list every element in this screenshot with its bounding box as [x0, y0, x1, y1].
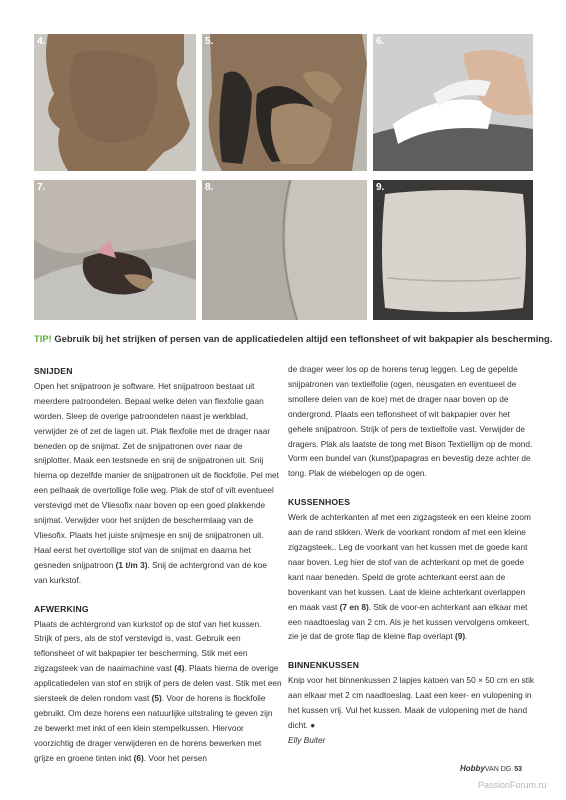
right-column [288, 362, 536, 748]
paragraph-snijden: Open het snijpatroon je software. Het snijpatroon bestaat uit meerdere patroondelen. Bepaal welke delen van flexfolie gaan worden. Sleep de overige patroondelen naast je werkblad, verwijder ze of zet de lagen uit. Plak flexfolie met de drager naar beneden op de snijmat. Zet de snijpatronen over naar de snijplotter. Maak een testsnede en snij de snijpatronen uit. Snij hierna op dezelfde manier de snijpatronen uit de flockfolie. Pel met een pelhaak de overtollige folie weg. Plak de stof of vilt eventueel verstevigd met de Vliesofix naar boven op een goed plakkende snijmat. Verwijder voor het snijden de beschermlaag van de Vliesofix. Plaats het juiste snijmesje en snij de snijpatronen uit. Haal eerst het overtollige stof van de snijmat en daarna het gesneden snijpatroon (1 t/m 3). Snij de achtergrond van de koe van kurkstof. [34, 380, 279, 585]
page-number: 53 [514, 766, 523, 773]
photo-step-6 [373, 34, 533, 171]
overlapping-flaps-image [202, 180, 367, 320]
magazine-brand-suffix: VAN DG [484, 766, 512, 773]
page-footer [460, 764, 560, 778]
photo-step-4 [34, 34, 196, 171]
paragraph-continuation: de drager weer los op de horens terug leggen. Leg de gepelde snijpatronen van textielfolie (ogen, neusgaten en eventueel de smollere delen van de koe) met de drager naar boven op de ondergrond. Plaats een teflonsheet of wit bakpapier over het gehele snijpatroon. Strijk of pers de textielfolie vast. Verwijder de dragers. Plak als laatste de tong met Bison Textiellijm op de mond. Vorm een bundel van (kunst)papagras en bevestig deze achter de tong. Plak de wiebelogen op de ogen. [288, 364, 533, 479]
applique-pieces-image [202, 34, 367, 171]
photo-step-5 [202, 34, 367, 171]
photo-number: 4. [37, 36, 46, 47]
photo-number: 7. [37, 182, 46, 193]
photo-step-7 [34, 180, 196, 320]
photo-step-9 [373, 180, 533, 320]
heading-snijden: SNIJDEN [34, 366, 73, 376]
cork-background-image [34, 34, 196, 171]
cushion-applique-image [34, 180, 196, 320]
photo-number: 9. [376, 182, 385, 193]
cushion-back-image [373, 180, 533, 320]
magazine-brand: Hobby [460, 764, 485, 773]
heading-binnenkussen: BINNENKUSSEN [288, 660, 360, 671]
photo-number: 5. [205, 36, 214, 47]
peeling-folie-image [373, 34, 533, 171]
heading-afwerking: AFWERKING [34, 603, 89, 614]
photo-number: 6. [376, 36, 385, 47]
paragraph-afwerking: Plaats de achtergrond van kurkstof op de stof van het kussen. Strijk of pers, als de stof verstevigd is, vast. Gebruik een teflonsheet of wit bakpapier ter bescherming. Stik met een zigzagsteek van de naaimachine vast (4). Plaats hierna de overige applicatiedelen van stof en strijk of pers de delen vast. Stik met een siersteek de delen rondom vast (5). Voor de horens is flockfolie gebruikt. Om deze horens een natuurlijke uitstraling te geven zijn ze bewerkt met inkt of een klein stempelkussen. Hiervoor voorzichtig de drager verwijderen en de horens bewerken met grijze en groene tinten inkt (6). Voor het persen [34, 618, 282, 763]
heading-kussenhoes: KUSSENHOES [288, 497, 351, 508]
paragraph-binnenkussen: Knip voor het binnenkussen 2 lapjes katoen van 50 × 50 cm en stik aan elkaar met 2 cm naadtoeslag. Laat een keer- en vulopening in het kussen vrij. Vul het kussen. Maak de vulopening met de hand dicht. ● [288, 675, 535, 730]
paragraph-kussenhoes: Werk de achterkanten af met een zigzagsteek en een kleine zoom aan de rand stikken. Werk de voorkant rondom af met een kleine zigzagsteek.. Leg de voorkant van het kussen met de goede kant naar boven. Leg hier de stof van de achterkant op met de goede kant naar beneden. Speld de grote achterkant eerst aan de bovenkant van het kussen. Laat de kleine achterkant overlappen en maak vast (7 en 8). Stik de voor-en achterkant aan elkaar met een naadtoeslag van 2 cm. Als je het kussen vervolgens omkeert, zie je dat de grote flap de kleine flap overlapt (9). [288, 512, 531, 642]
photo-number: 8. [205, 182, 214, 193]
tip-label: TIP! [34, 333, 52, 344]
left-column [34, 364, 282, 766]
watermark: PassionForum.ru [478, 780, 547, 790]
author-signature: Elly Buiter [288, 734, 326, 745]
tip-banner [34, 333, 553, 345]
tip-text: Gebruik bij het strijken of persen van de applicatiedelen altijd een teflonsheet of wit bakpapier als bescherming. [51, 333, 553, 344]
photo-step-8 [202, 180, 367, 320]
